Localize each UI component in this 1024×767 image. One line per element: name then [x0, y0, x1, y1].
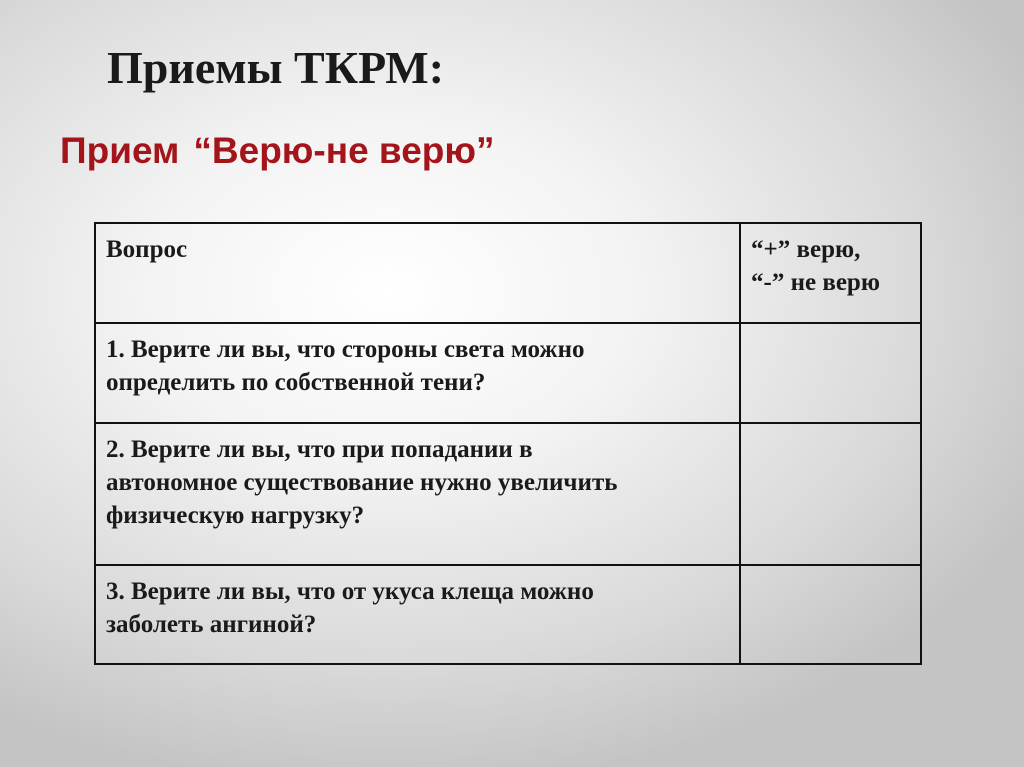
question-cell	[95, 423, 740, 565]
question-header-cell	[95, 223, 740, 323]
table-row	[95, 565, 921, 664]
answer-cell[interactable]	[740, 423, 921, 565]
technique-name: “Верю-не верю”	[193, 130, 495, 171]
question-text-line: определить по собственной тени?	[106, 369, 486, 396]
question-cell	[95, 565, 740, 664]
question-cell	[95, 323, 740, 423]
answer-header-line-2: “-” не верю	[751, 269, 880, 296]
slide-title: Приемы ТКРМ:	[107, 42, 445, 93]
table-row	[95, 423, 921, 565]
question-text-line: 2. Верите ли вы, что при попадании в	[106, 436, 533, 463]
technique-subtitle	[60, 126, 494, 176]
subtitle-prefix: Прием	[60, 130, 180, 171]
answer-header-cell	[740, 223, 921, 323]
table-row	[95, 323, 921, 423]
belief-table	[94, 222, 922, 665]
question-text-line: заболеть ангиной?	[106, 611, 317, 638]
question-text-line: 1. Верите ли вы, что стороны света можно	[106, 336, 585, 363]
question-text-line: физическую нагрузку?	[106, 502, 365, 529]
answer-header-line-1: “+” верю,	[751, 236, 861, 263]
question-text-line: 3. Верите ли вы, что от укуса клеща можно	[106, 578, 594, 605]
question-header-label: Вопрос	[106, 236, 188, 263]
question-text-line: автономное существование нужно увеличить	[106, 469, 618, 496]
answer-cell[interactable]	[740, 323, 921, 423]
answer-cell[interactable]	[740, 565, 921, 664]
table-header-row	[95, 223, 921, 323]
